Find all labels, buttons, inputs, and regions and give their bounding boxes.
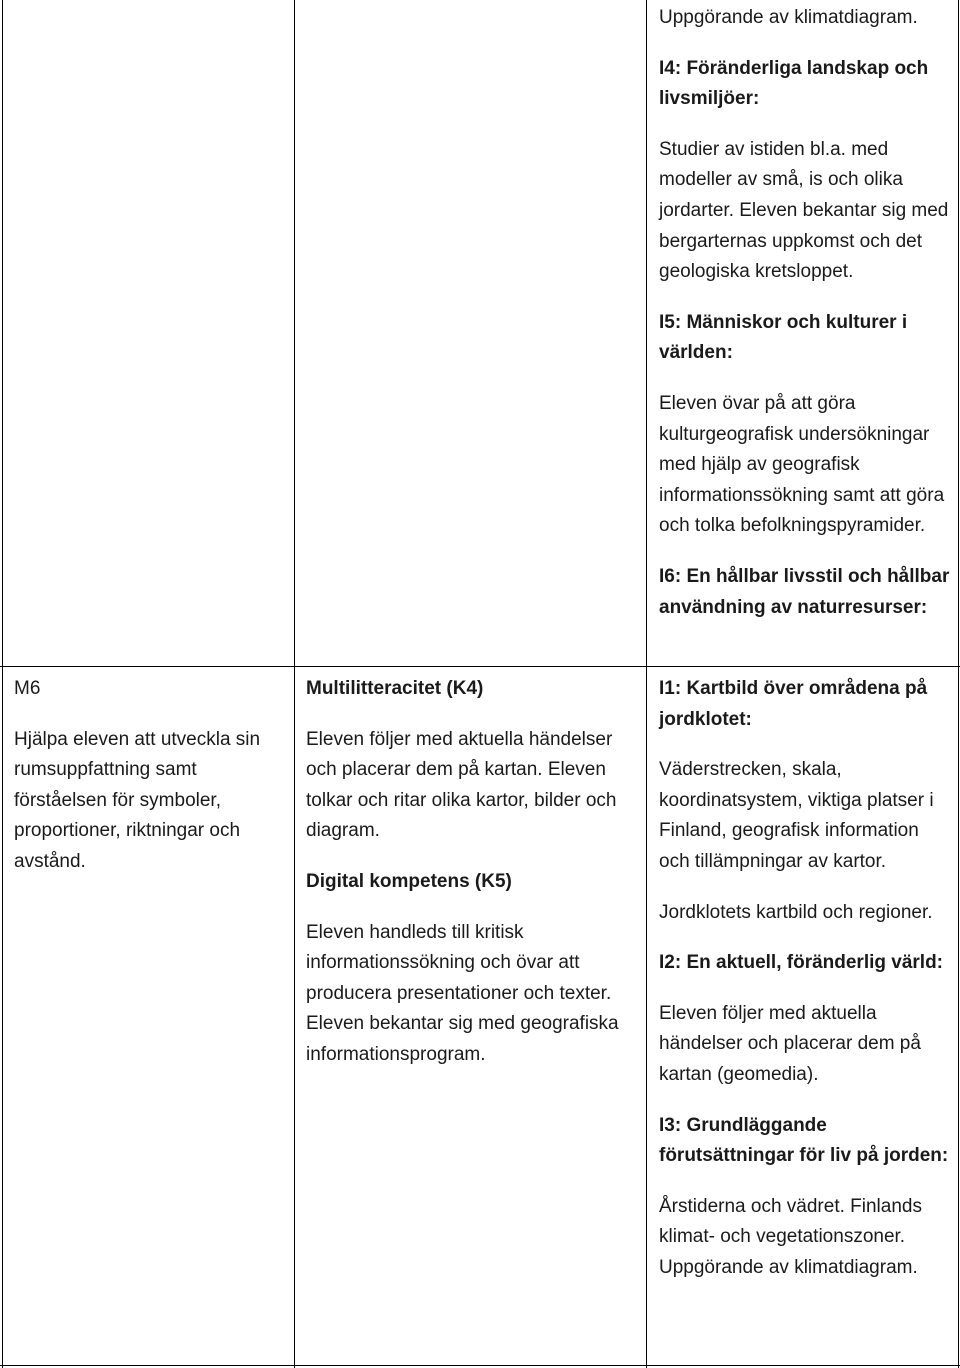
table-border-left bbox=[2, 0, 3, 1368]
table-border-bottom bbox=[0, 1365, 960, 1366]
competence-k4-text: Eleven följer med aktuella händelser och placerar dem på kartan. Eleven tolkar och ritar olika kartor, bilder och diagram. bbox=[306, 728, 617, 842]
section-i4-text: Studier av istiden bl.a. med modeller av små, is och olika jordarter. Eleven bekantar sig med bergarternas uppkomst och det geologiska kretsloppet. bbox=[659, 138, 949, 283]
section-i2-text: Eleven följer med aktuella händelser och placerar dem på kartan (geomedia). bbox=[659, 1002, 921, 1085]
section-i6-title: I6: En hållbar livsstil och hållbar användning av naturresurser: bbox=[659, 565, 950, 618]
section-i1-title: I1: Kartbild över områdena på jordklotet: bbox=[659, 678, 928, 730]
section-i5-title: I5: Människor och kulturer i världen: bbox=[659, 311, 908, 364]
section-i3-title: I3: Grundläggande förutsättningar för liv på jorden: bbox=[659, 1114, 949, 1167]
competence-cell bbox=[306, 674, 638, 1091]
table-border-col2 bbox=[646, 0, 647, 1368]
section-i4-title: I4: Föränderliga landskap och livsmiljöer: bbox=[659, 57, 929, 110]
competence-k5-text: Eleven handleds till kritisk informationssökning och övar att producera presentationer och texter. Eleven bekantar sig med geografiska informationsprogram. bbox=[306, 921, 619, 1065]
row1-content-cell bbox=[659, 3, 951, 643]
goal-description: Hjälpa eleven att utveckla sin rumsuppfattning samt förståelsen för symboler, proportioner, riktningar och avstånd. bbox=[14, 728, 261, 872]
table-border-col1 bbox=[294, 0, 295, 1368]
section-i1-text: Väderstrecken, skala, koordinatsystem, viktiga platser i Finland, geografisk information och tillämpningar av kartor. bbox=[659, 759, 934, 872]
table-row-divider bbox=[0, 666, 960, 667]
competence-k4-title: Multilitteracitet (K4) bbox=[306, 678, 484, 699]
goal-cell bbox=[14, 674, 284, 898]
section-i2-title: I2: En aktuell, föränderlig värld: bbox=[659, 952, 944, 974]
competence-k5-title: Digital kompetens (K5) bbox=[306, 870, 512, 892]
section-i3-text: Årstiderna och vädret. Finlands klimat- och vegetationszoner. Uppgörande av klimatdiagram. bbox=[659, 1195, 922, 1278]
section-i5-text: Eleven övar på att göra kulturgeografisk undersökningar med hjälp av geografisk informationssökning samt att göra och tolka befolkningspyramider. bbox=[659, 392, 945, 537]
table-border-right bbox=[958, 0, 959, 1368]
section-i1-text2: Jordklotets kartbild och regioner. bbox=[659, 901, 933, 923]
goal-code: M6 bbox=[14, 678, 41, 699]
content-areas-cell bbox=[659, 674, 951, 1284]
row1-line-climate: Uppgörande av klimatdiagram. bbox=[659, 7, 918, 28]
